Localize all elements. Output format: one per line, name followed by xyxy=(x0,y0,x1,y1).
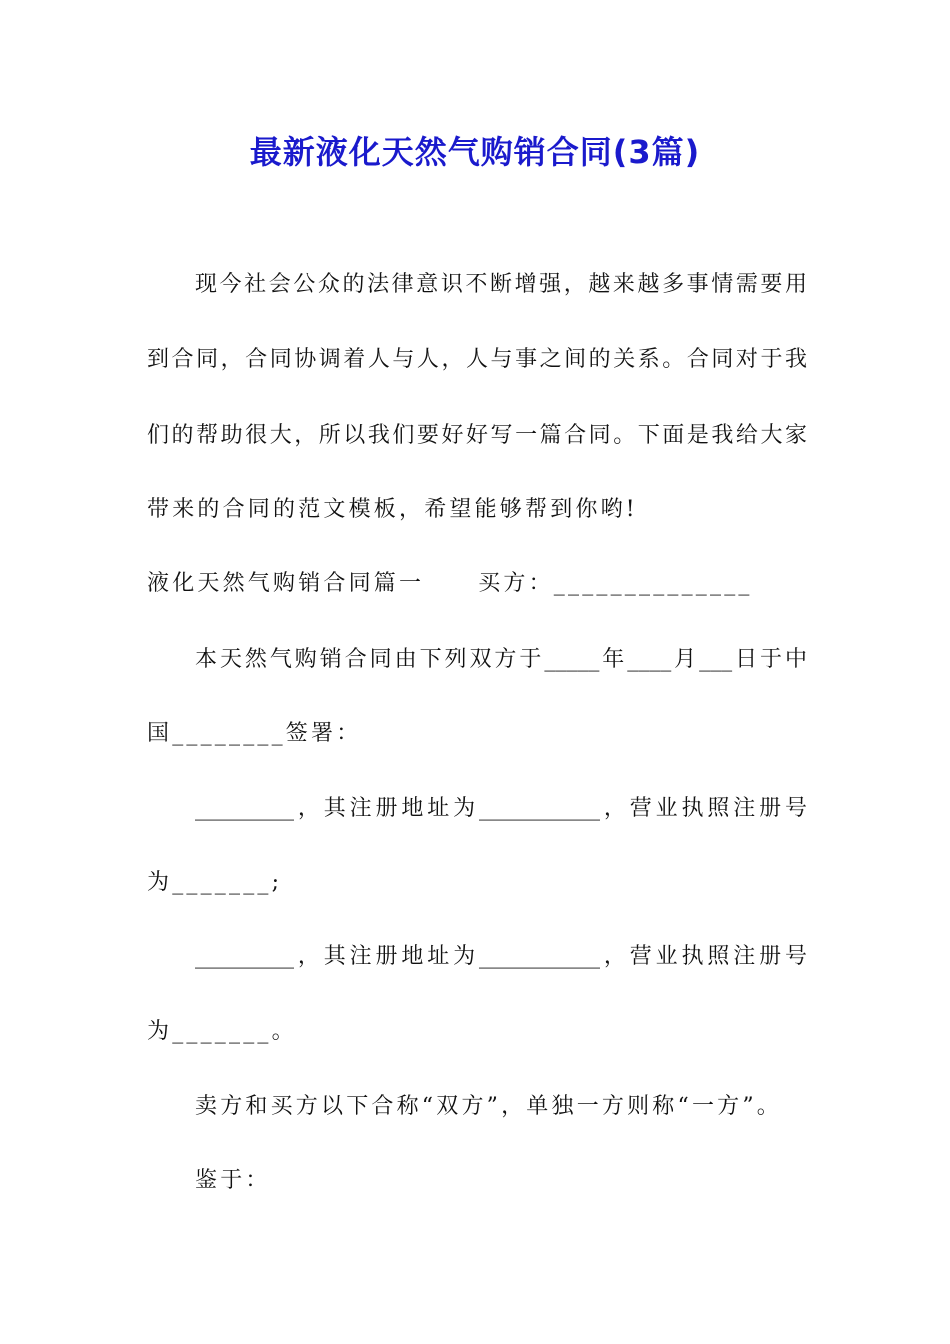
party-a-license-line: 为_______; xyxy=(147,870,283,895)
intro-line-4: 带来的合同的范文模板，希望能够帮到你哟! xyxy=(147,497,638,522)
intro-line-1: 现今社会公众的法律意识不断增强，越来越多事情需要用 xyxy=(195,272,807,297)
buyer-line: 买方：______________ xyxy=(478,571,753,596)
party-a-line: _________，其注册地址为___________，营业执照注册号 xyxy=(195,796,807,821)
section-heading-row xyxy=(147,567,807,601)
party-b-line: _________，其注册地址为___________，营业执照注册号 xyxy=(195,944,807,969)
document-title: 最新液化天然气购销合同(3篇) xyxy=(249,133,701,171)
parties-definition-line: 卖方和买方以下合称“双方”，单独一方则称“一方”。 xyxy=(195,1094,782,1119)
intro-line-2: 到合同，合同协调着人与人，人与事之间的关系。合同对于我 xyxy=(147,347,807,372)
party-b-license-line: 为_______。 xyxy=(147,1019,297,1044)
contract-date-line: 本天然气购销合同由下列双方于_____年____月___日于中 xyxy=(195,647,807,672)
contract-place-line: 国________签署： xyxy=(147,721,362,746)
intro-line-3: 们的帮助很大，所以我们要好好写一篇合同。下面是我给大家 xyxy=(147,423,807,448)
section-heading: 液化天然气购销合同篇一 xyxy=(147,571,425,596)
whereas-line: 鉴于： xyxy=(195,1168,271,1193)
